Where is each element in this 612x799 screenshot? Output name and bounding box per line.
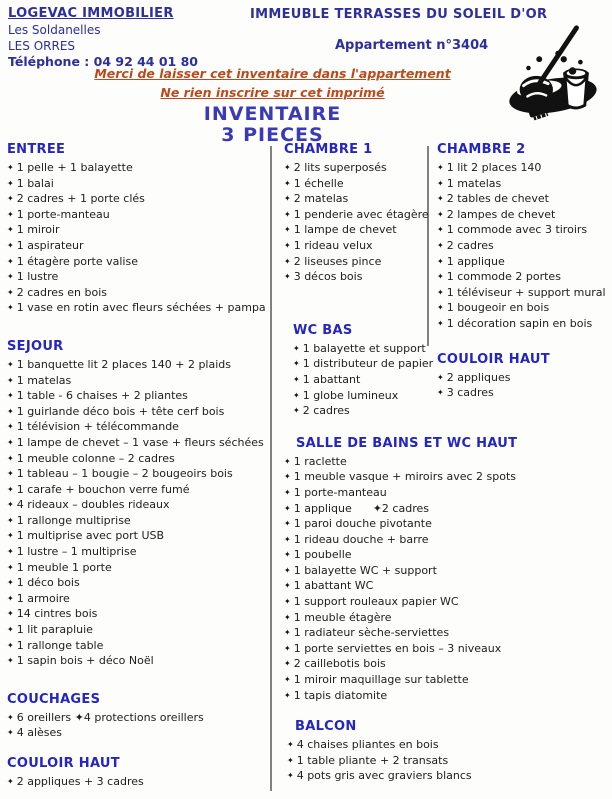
diamond-bullet-icon: ✦ (284, 597, 291, 607)
item-text: 1 tapis diatomite (293, 688, 388, 702)
diamond-bullet-icon: ✦ (7, 777, 14, 786)
inventory-item (284, 625, 612, 641)
residence-name: Les Soldanelles (8, 23, 101, 37)
diamond-bullet-icon: ✦ (7, 593, 14, 603)
diamond-bullet-icon: ✦ (7, 287, 14, 297)
diamond-bullet-icon: ✦ (287, 740, 294, 750)
diamond-bullet-icon: ✦ (287, 755, 294, 765)
diamond-bullet-icon: ✦ (7, 406, 14, 416)
diamond-bullet-icon: ✦ (7, 547, 14, 557)
diamond-bullet-icon: ✦ (7, 453, 14, 463)
item-text: 2 caillebotis bois (293, 657, 386, 671)
inventory-item (7, 513, 269, 529)
item-text: 1 commode avec 3 tiroirs (446, 223, 588, 237)
inventory-item (7, 238, 269, 254)
item-text: 6 oreillers ✦4 protections oreillers (16, 710, 204, 724)
inventory-item (287, 737, 612, 753)
diamond-bullet-icon: ✦ (7, 469, 14, 479)
item-text: 1 distributeur de papier (302, 357, 434, 371)
diamond-bullet-icon: ✦ (437, 209, 444, 219)
inventory-item (284, 501, 612, 517)
diamond-bullet-icon: ✦ (284, 194, 291, 204)
diamond-bullet-icon: ✦ (7, 194, 14, 204)
diamond-bullet-icon: ✦ (284, 225, 291, 235)
item-text: 1 meuble vasque + miroirs avec 2 spots (293, 470, 517, 484)
item-text: 2 cadres (302, 404, 350, 418)
item-text: 1 banquette lit 2 places 140 + 2 plaids (16, 357, 231, 371)
item-text: 1 miroir maquillage sur tablette (293, 673, 469, 687)
header-center-stack (0, 64, 545, 146)
inventory-item (7, 591, 269, 607)
inventory-item (7, 725, 269, 741)
diamond-bullet-icon: ✦ (293, 406, 300, 416)
inventory-item (437, 385, 609, 401)
item-text: 2 cadres (446, 238, 494, 252)
item-text: 1 multiprise avec port USB (16, 529, 165, 543)
inventory-item (284, 485, 612, 501)
item-text: 1 abattant WC (293, 579, 374, 593)
inventory-item (284, 656, 612, 672)
item-text: 1 penderie avec étagère (293, 207, 429, 221)
diamond-bullet-icon: ✦ (7, 209, 14, 219)
item-text: 1 meuble étagère (293, 610, 392, 624)
item-text: 1 commode 2 portes (446, 270, 561, 284)
diamond-bullet-icon: ✦ (287, 771, 294, 781)
inventory-item (7, 285, 269, 301)
inventory-item (284, 516, 612, 532)
item-text: 1 miroir (16, 223, 60, 237)
inventory-item (284, 469, 612, 485)
diamond-bullet-icon: ✦ (284, 565, 291, 575)
diamond-bullet-icon: ✦ (437, 240, 444, 250)
diamond-bullet-icon: ✦ (284, 659, 291, 669)
notice-line-2: Ne rien inscrire sur cet imprimé (160, 85, 385, 100)
diamond-bullet-icon: ✦ (437, 372, 444, 382)
item-text: 3 décos bois (293, 270, 363, 284)
inventory-item (7, 160, 269, 176)
inventory-item (437, 207, 609, 223)
diamond-bullet-icon: ✦ (7, 625, 14, 635)
item-text: 1 poubelle (293, 548, 352, 562)
item-text: 1 porte-manteau (293, 485, 387, 499)
item-text: 1 meuble colonne – 2 cadres (16, 451, 175, 465)
item-text: 1 paroi douche pivotante (293, 517, 432, 531)
diamond-bullet-icon: ✦ (7, 375, 14, 385)
diamond-bullet-icon: ✦ (284, 472, 291, 482)
diamond-bullet-icon: ✦ (7, 256, 14, 266)
diamond-bullet-icon: ✦ (7, 303, 14, 313)
item-text: 1 globe lumineux (302, 388, 399, 402)
item-text: 1 décoration sapin en bois (446, 316, 593, 330)
diamond-bullet-icon: ✦ (284, 240, 291, 250)
item-text: 1 rideau douche + barre (293, 532, 429, 546)
diamond-bullet-icon: ✦ (7, 484, 14, 494)
inventory-item (437, 316, 609, 332)
section-title: WC BAS (293, 322, 353, 338)
item-text: 1 lustre – 1 multiprise (16, 545, 137, 559)
item-text: 1 sapin bois + déco Noël (16, 654, 154, 668)
diamond-bullet-icon: ✦ (7, 178, 14, 188)
diamond-bullet-icon: ✦ (7, 640, 14, 650)
item-text: 1 déco bois (16, 576, 80, 590)
diamond-bullet-icon: ✦ (293, 390, 300, 400)
notice-line-1: Merci de laisser cet inventaire dans l'appartement (94, 66, 451, 81)
item-text: 1 radiateur sèche-serviettes (293, 626, 450, 640)
item-text: 4 chaises pliantes en bois (296, 738, 439, 752)
item-text: 1 rallonge table (16, 638, 104, 652)
item-text: 1 lit parapluie (16, 623, 93, 637)
section-couloir-haut (7, 756, 269, 790)
inventory-item (437, 370, 609, 386)
diamond-bullet-icon: ✦ (7, 391, 14, 401)
phone-number: Téléphone : 04 92 44 01 80 (8, 54, 199, 69)
item-text: 1 rideau velux (293, 238, 373, 252)
item-text: 14 cintres bois (16, 607, 98, 621)
item-text: 4 alèses (16, 726, 62, 740)
item-text: 3 cadres (446, 386, 494, 400)
inventory-item (287, 768, 612, 784)
inventory-item (284, 610, 612, 626)
item-text: 2 tables de chevet (446, 192, 549, 206)
diamond-bullet-icon: ✦ (437, 163, 444, 172)
column-divider-left (270, 146, 272, 791)
section-title: COULOIR HAUT (7, 756, 120, 771)
section-title: BALCON (295, 719, 357, 735)
section-couloir-haut (437, 352, 609, 401)
inventory-item (437, 160, 609, 176)
diamond-bullet-icon: ✦ (7, 422, 14, 432)
item-text: 1 balayette WC + support (293, 563, 437, 577)
item-text: 2 appliques + 3 cadres (16, 775, 144, 788)
item-text: 1 lustre (16, 270, 59, 284)
diamond-bullet-icon: ✦ (437, 194, 444, 204)
diamond-bullet-icon: ✦ (284, 209, 291, 219)
inventory-item (284, 563, 612, 579)
section-title: SEJOUR (7, 338, 64, 354)
section-title: CHAMBRE 2 (437, 142, 526, 157)
inventory-item (437, 191, 609, 207)
inventory-column-right (437, 142, 609, 401)
diamond-bullet-icon: ✦ (7, 656, 14, 666)
diamond-bullet-icon: ✦ (293, 374, 300, 384)
inventory-item (7, 300, 269, 316)
inventory-item (7, 373, 269, 389)
inventory-item (437, 238, 609, 254)
diamond-bullet-icon: ✦ (7, 272, 14, 282)
diamond-bullet-icon: ✦ (7, 609, 14, 619)
inventory-item (7, 560, 269, 576)
item-text: 2 lampes de chevet (446, 207, 556, 221)
apartment-number: Appartement n°3404 (335, 38, 489, 53)
inventory-item (293, 403, 612, 419)
company-name: LOGEVAC IMMOBILIER (8, 6, 174, 21)
section-title: CHAMBRE 1 (284, 142, 373, 157)
diamond-bullet-icon: ✦ (284, 690, 291, 700)
item-text: 1 table - 6 chaises + 2 pliantes (16, 389, 188, 403)
item-text: 1 applique ✦2 cadres (293, 501, 429, 515)
diamond-bullet-icon: ✦ (284, 612, 291, 622)
diamond-bullet-icon: ✦ (437, 178, 444, 188)
inventory-item (437, 176, 609, 192)
diamond-bullet-icon: ✦ (293, 359, 300, 369)
diamond-bullet-icon: ✦ (7, 163, 14, 172)
item-text: 1 abattant (302, 372, 361, 386)
inventory-column-left (7, 142, 269, 790)
inventory-item (7, 774, 269, 790)
item-text: 2 lits superposés (293, 161, 387, 174)
inventory-item (7, 404, 269, 420)
inventory-item (284, 454, 612, 470)
inventory-item (7, 482, 269, 498)
diamond-bullet-icon: ✦ (437, 388, 444, 398)
item-text: 2 cadres + 1 porte clés (16, 192, 145, 206)
inventory-item (287, 753, 612, 769)
item-text: 1 rallonge multiprise (16, 513, 131, 527)
diamond-bullet-icon: ✦ (7, 515, 14, 525)
diamond-bullet-icon: ✦ (437, 225, 444, 235)
section-title: COUCHAGES (7, 691, 101, 707)
inventory-item (284, 641, 612, 657)
inventory-item (7, 357, 269, 373)
diamond-bullet-icon: ✦ (7, 359, 14, 369)
diamond-bullet-icon: ✦ (284, 163, 291, 172)
inventory-item (437, 285, 609, 301)
section-title: ENTREE (7, 142, 66, 157)
item-text: 2 liseuses pince (293, 254, 382, 268)
item-text: 1 porte-manteau (16, 207, 110, 221)
section-balcon (287, 719, 612, 784)
item-text: 1 vase en rotin avec fleurs séchées + pampa (16, 301, 266, 315)
diamond-bullet-icon: ✦ (437, 256, 444, 266)
diamond-bullet-icon: ✦ (293, 343, 300, 353)
inventory-item (7, 606, 269, 622)
inventory-item (7, 575, 269, 591)
item-text: 1 échelle (293, 176, 344, 190)
diamond-bullet-icon: ✦ (437, 318, 444, 328)
inventory-item (7, 254, 269, 270)
item-text: 1 aspirateur (16, 238, 84, 252)
item-text: 1 lit 2 places 140 (446, 161, 542, 174)
inventory-item (7, 710, 269, 726)
item-text: 1 tableau – 1 bougie – 2 bougeoirs bois (16, 467, 233, 481)
item-text: 1 armoire (16, 591, 70, 605)
diamond-bullet-icon: ✦ (284, 256, 291, 266)
company-block (8, 6, 198, 70)
section-title: COULOIR HAUT (437, 351, 550, 367)
inventory-item (284, 688, 612, 704)
item-text: 1 matelas (16, 373, 72, 387)
diamond-bullet-icon: ✦ (7, 712, 14, 722)
diamond-bullet-icon: ✦ (7, 531, 14, 541)
inventory-item (7, 497, 269, 513)
item-text: 2 matelas (293, 192, 349, 206)
inventory-item (284, 532, 612, 548)
item-text: 4 rideaux – doubles rideaux (16, 498, 170, 512)
city-name: LES ORRES (8, 39, 76, 53)
section-entree (7, 142, 269, 316)
diamond-bullet-icon: ✦ (437, 272, 444, 282)
inventory-item (7, 207, 269, 223)
inventory-item (7, 191, 269, 207)
inventory-item (284, 547, 612, 563)
diamond-bullet-icon: ✦ (284, 628, 291, 638)
item-text: 1 bougeoir en bois (446, 301, 550, 315)
diamond-bullet-icon: ✦ (7, 437, 14, 447)
diamond-bullet-icon: ✦ (284, 534, 291, 544)
item-text: 1 raclette (293, 454, 347, 468)
inventory-item (437, 222, 609, 238)
item-text: 1 matelas (446, 176, 502, 190)
inventory-item (7, 451, 269, 467)
section-salle-de-bains-et-wc-haut (284, 436, 612, 704)
item-text: 1 porte serviettes en bois – 3 niveaux (293, 641, 502, 655)
diamond-bullet-icon: ✦ (7, 562, 14, 572)
inventory-item (7, 419, 269, 435)
item-text: 1 étagère porte valise (16, 254, 138, 268)
item-text: 1 guirlande déco bois + tête cerf bois (16, 404, 225, 418)
inventory-item (7, 466, 269, 482)
diamond-bullet-icon: ✦ (7, 225, 14, 235)
item-text: 1 meuble 1 porte (16, 560, 112, 574)
item-text: 1 balai (16, 176, 54, 190)
item-text: 1 applique (446, 254, 505, 268)
inventory-item (7, 544, 269, 560)
diamond-bullet-icon: ✦ (284, 272, 291, 282)
item-text: 4 pots gris avec graviers blancs (296, 769, 472, 783)
diamond-bullet-icon: ✦ (284, 519, 291, 529)
section-couchages (7, 692, 269, 741)
section-chambre-2 (437, 142, 609, 332)
diamond-bullet-icon: ✦ (284, 487, 291, 497)
inventory-item (7, 435, 269, 451)
inventory-item (7, 528, 269, 544)
item-text: 1 télévision + télécommande (16, 420, 179, 434)
inventory-item (437, 300, 609, 316)
inventory-item (7, 388, 269, 404)
diamond-bullet-icon: ✦ (7, 578, 14, 588)
inventory-item (284, 594, 612, 610)
inventory-item (284, 578, 612, 594)
inventory-item (7, 222, 269, 238)
document-title: INVENTAIRE (203, 103, 342, 125)
diamond-bullet-icon: ✦ (437, 303, 444, 313)
section-sejour (7, 339, 269, 669)
inventory-item (7, 269, 269, 285)
inventory-item (437, 254, 609, 270)
item-text: 1 balayette et support (302, 341, 426, 355)
inventory-item (7, 622, 269, 638)
item-text: 1 carafe + bouchon verre fumé (16, 482, 190, 496)
inventory-item (7, 176, 269, 192)
inventory-item (284, 672, 612, 688)
diamond-bullet-icon: ✦ (284, 503, 291, 513)
item-text: 1 lampe de chevet – 1 vase + fleurs séchées (16, 435, 264, 449)
diamond-bullet-icon: ✦ (284, 178, 291, 188)
diamond-bullet-icon: ✦ (284, 675, 291, 685)
diamond-bullet-icon: ✦ (284, 550, 291, 560)
item-text: 1 table pliante + 2 transats (296, 753, 449, 767)
diamond-bullet-icon: ✦ (437, 287, 444, 297)
diamond-bullet-icon: ✦ (7, 240, 14, 250)
item-text: 1 lampe de chevet (293, 223, 397, 237)
item-text: 1 support rouleaux papier WC (293, 595, 459, 609)
diamond-bullet-icon: ✦ (284, 581, 291, 591)
item-text: 1 téléviseur + support mural (446, 285, 606, 299)
cleaning-mop-bucket-icon (502, 16, 600, 122)
item-text: 2 appliques (446, 370, 511, 384)
diamond-bullet-icon: ✦ (7, 500, 14, 510)
building-title: IMMEUBLE TERRASSES DU SOLEIL D'OR (250, 7, 548, 22)
item-text: 2 cadres en bois (16, 285, 107, 299)
item-text: 1 pelle + 1 balayette (16, 161, 133, 174)
inventory-item (7, 653, 269, 669)
diamond-bullet-icon: ✦ (7, 728, 14, 738)
diamond-bullet-icon: ✦ (284, 643, 291, 653)
inventory-item (7, 638, 269, 654)
section-title: SALLE DE BAINS ET WC HAUT (296, 435, 518, 451)
inventory-item (437, 269, 609, 285)
document-subtitle: 3 PIECES (221, 124, 324, 146)
diamond-bullet-icon: ✦ (284, 456, 291, 466)
